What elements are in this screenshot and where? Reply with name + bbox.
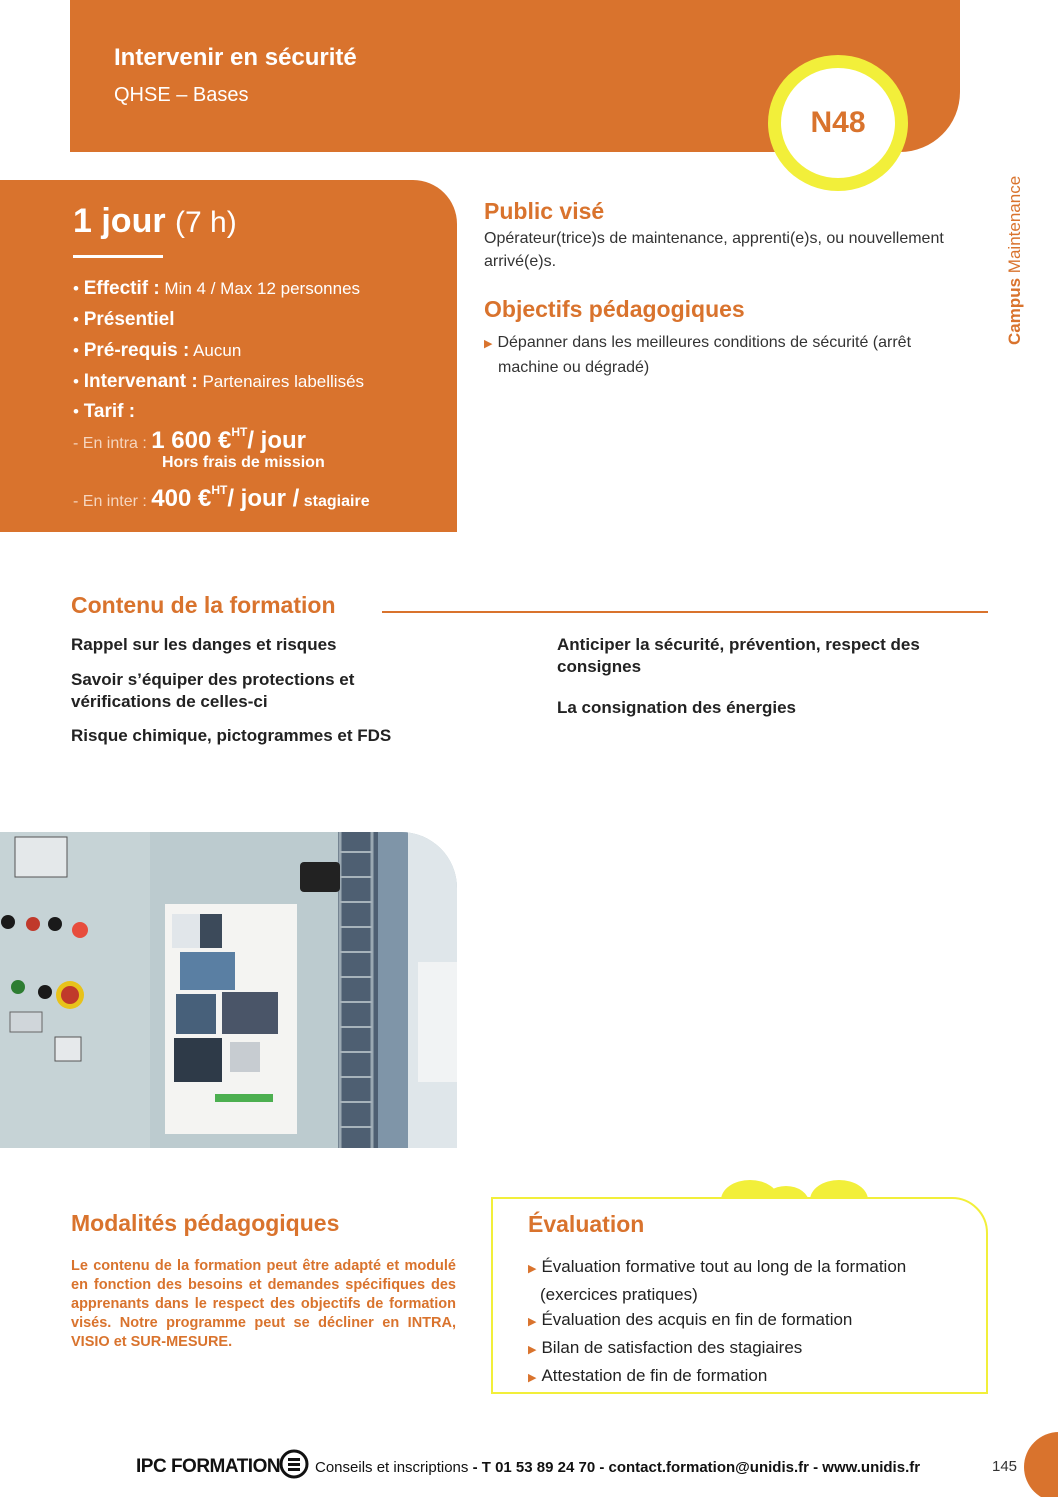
price-inter [73,483,370,513]
evaluation-item-4: Bilan de satisfaction des stagiaires [541,1338,803,1357]
page-title: Intervenir en sécurité [114,44,357,71]
objectifs-line2: machine ou dégradé) [498,359,650,376]
modalites-text: Le contenu de la formation peut être adapté et modulé en fonction des besoins et demandes spécifiques des apprenants dans le respect des objectifs de formation visés. Notre programme peut se décliner en INTRA, VISIO et SUR-MESURE. [71,1258,456,1350]
presentiel-label: Présentiel [83,309,175,330]
list-item [528,1335,906,1363]
footer-brand: IPC FORMATION [136,1456,281,1477]
bullet-icon: ▶ [484,338,493,350]
footer [0,1446,1058,1486]
contenu-right-2: La consignation des énergies [557,698,797,717]
bullet-icon: ▶ [528,1316,537,1328]
intra-label: - En intra : [73,435,147,452]
evaluation-item-1: Évaluation formative tout au long de la formation [541,1257,907,1276]
side-tab-bold: Campus [1005,277,1024,345]
intra-price-value: 1 600 € [151,427,232,454]
evaluation-list [528,1254,906,1391]
inter-suffix: stagiaire [303,493,370,510]
course-code: N48 [810,106,866,139]
price-intra [73,425,306,455]
footer-contact-details[interactable]: - T 01 53 89 24 70 - contact.formation@unidis.fr - www.unidis.fr [472,1459,921,1476]
list-item [528,1254,906,1282]
ipc-logo-icon [278,1448,310,1480]
public-text: Opérateur(trice)s de maintenance, apprenti(e)s, ou nouvellement arrivé(e)s. [484,230,944,270]
intra-price-sup: HT [231,425,248,439]
bullet-icon: ▶ [528,1263,537,1275]
list-item [528,1307,906,1335]
page-number: 145 [992,1458,1018,1475]
info-box [0,180,457,532]
info-prerequis: • Pré-requis : Aucun [73,340,242,361]
contenu-right-1: Anticiper la sécurité, prévention, respect des consignes [557,635,920,676]
intervenant-value: Partenaires labellisés [202,372,365,391]
effectif-value: Min 4 / Max 12 personnes [164,279,361,298]
bullet-icon: ▶ [528,1372,537,1384]
intervenant-label: Intervenant : [83,371,198,392]
modalites-heading: Modalités pédagogiques [71,1210,340,1236]
objectifs-line1: Dépanner dans les meilleures conditions de sécurité (arrêt [497,334,912,351]
tarif-label: Tarif : [83,401,136,422]
side-tab [1000,150,1050,345]
contenu-left-2: Savoir s’équiper des protections et vérifications de celles-ci [71,670,355,711]
prerequis-label: Pré-requis : [83,340,190,361]
list-item [528,1282,906,1307]
intra-note: Hors frais de mission [162,454,325,471]
photo-electrical-cabinet [0,832,457,1148]
inter-price-value: 400 € [151,485,212,512]
info-presentiel: • Présentiel [73,309,175,330]
inter-label: - En inter : [73,493,147,510]
contenu-rule [382,611,988,613]
objectifs-heading: Objectifs pédagogiques [484,296,745,322]
evaluation-item-3: Évaluation des acquis en fin de formation [541,1310,853,1329]
info-effectif: • Effectif : Min 4 / Max 12 personnes [73,278,361,299]
duration-light: (7 h) [175,206,237,239]
side-tab-rest: Maintenance [1005,175,1024,278]
duration [73,202,237,241]
inter-price-sup: HT [211,483,228,497]
intra-price-unit: / jour [247,427,307,454]
duration-bold: 1 jour [73,202,166,240]
list-item [528,1363,906,1391]
info-intervenant: • Intervenant : Partenaires labellisés [73,371,365,392]
contenu-left-1: Rappel sur les danges et risques [71,635,337,654]
bullet-icon: ▶ [528,1344,537,1356]
evaluation-item-2: (exercices pratiques) [540,1285,698,1304]
evaluation-item-5: Attestation de fin de formation [541,1366,768,1385]
objectifs-item [484,331,994,379]
inter-price-unit: / jour / [227,485,300,512]
duration-rule [73,255,163,258]
side-tab-label [1005,176,1025,345]
intra-price [151,427,306,454]
contenu-left-3: Risque chimique, pictogrammes et FDS [71,726,392,745]
public-heading: Public visé [484,198,605,224]
corner-decor [1024,1432,1058,1497]
evaluation-heading: Évaluation [528,1211,645,1237]
prerequis-value: Aucun [193,341,242,360]
contenu-heading: Contenu de la formation [71,592,336,618]
course-code-badge [768,55,908,191]
footer-contact [315,1459,920,1476]
photo-illustration [0,832,457,1148]
effectif-label: Effectif : [83,278,160,299]
info-tarif: • Tarif : [73,401,136,422]
page-subtitle: QHSE – Bases [114,84,249,106]
inter-price [151,485,299,512]
footer-contact-label: Conseils et inscriptions [315,1459,469,1476]
